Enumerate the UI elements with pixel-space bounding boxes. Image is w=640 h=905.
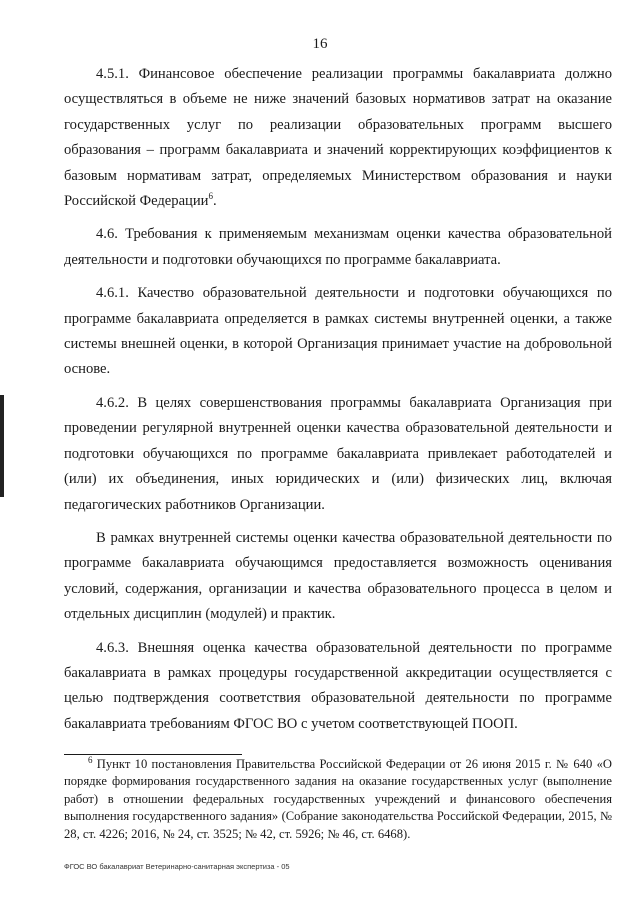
paragraph-internal-assessment: В рамках внутренней системы оценки качества образовательной деятельности по программе бакалавриата обучающимся предоставляется возможность оценивания условий, содержания, организации и качества образовательного процесса в целом и отдельных дисциплин (модулей) и практик.: [64, 529, 612, 623]
paragraph-4-5-1: [64, 62, 612, 214]
paragraph-4-6-3: 4.6.3. Внешняя оценка качества образовательной деятельности по программе бакалавриата в рамках процедуры государственной аккредитации осуществляется с целью подтверждения соответствия образовательной деятельности по программе бакалавриата требованиям ФГОС ВО с учетом соответствующей ПООП.: [64, 639, 612, 732]
scan-edge-mark: [0, 395, 4, 497]
page-number: 16: [312, 36, 328, 52]
footnote-text: Пункт 10 постановления Правительства Российской Федерации от 26 июня 2015 г. № 640 «О порядке формирования государственного задания на оказание государственных услуг (выполнение работ) в отношении федеральных государственных учреждений и финансового обеспечения выполнения государственного задания» (Собрание законодательства Российской Федерации, 2015, № 28, ст. 4226; 2016, № 24, ст. 3525; № 42, ст. 5926; № 46, ст. 6468).: [64, 757, 612, 841]
footnote: [64, 756, 612, 843]
paragraph-4-6-1: 4.6.1. Качество образовательной деятельности и подготовки обучающихся по программе бакалавриата определяется в рамках системы внутренней оценки, а также системы внешней оценки, в которой Организация принимает участие на добровольной основе.: [64, 285, 612, 378]
document-body: [64, 62, 612, 745]
paragraph-end-period: .: [213, 193, 217, 210]
page-footer: ФГОС ВО бакалавриат Ветеринарно-санитарная экспертиза - 05: [64, 862, 290, 871]
paragraph-4-6: 4.6. Требования к применяемым механизмам оценки качества образовательной деятельности и подготовки обучающихся по программе бакалавриата.: [64, 226, 612, 268]
paragraph-4-6-2: 4.6.2. В целях совершенствования программы бакалавриата Организация при проведении регулярной внутренней оценки качества образовательной деятельности и подготовки обучающихся по программе бакалавриата привлекает работодателей и (или) их объединения, иных юридических и (или) физических лиц, включая педагогических работников Организации.: [64, 394, 612, 513]
footnote-reference[interactable]: 6: [208, 191, 213, 202]
paragraph-text: 4.5.1. Финансовое обеспечение реализации программы бакалавриата должно осуществляться в объеме не ниже значений базовых нормативов затрат на оказание государственных услуг по реализации образовательных программ высшего образования – программ бакалавриата и значений корректирующих коэффициентов к базовым нормативам затрат, определяемых Министерством образования и науки Российской Федерации: [64, 66, 612, 210]
footnote-marker: 6: [88, 754, 93, 765]
